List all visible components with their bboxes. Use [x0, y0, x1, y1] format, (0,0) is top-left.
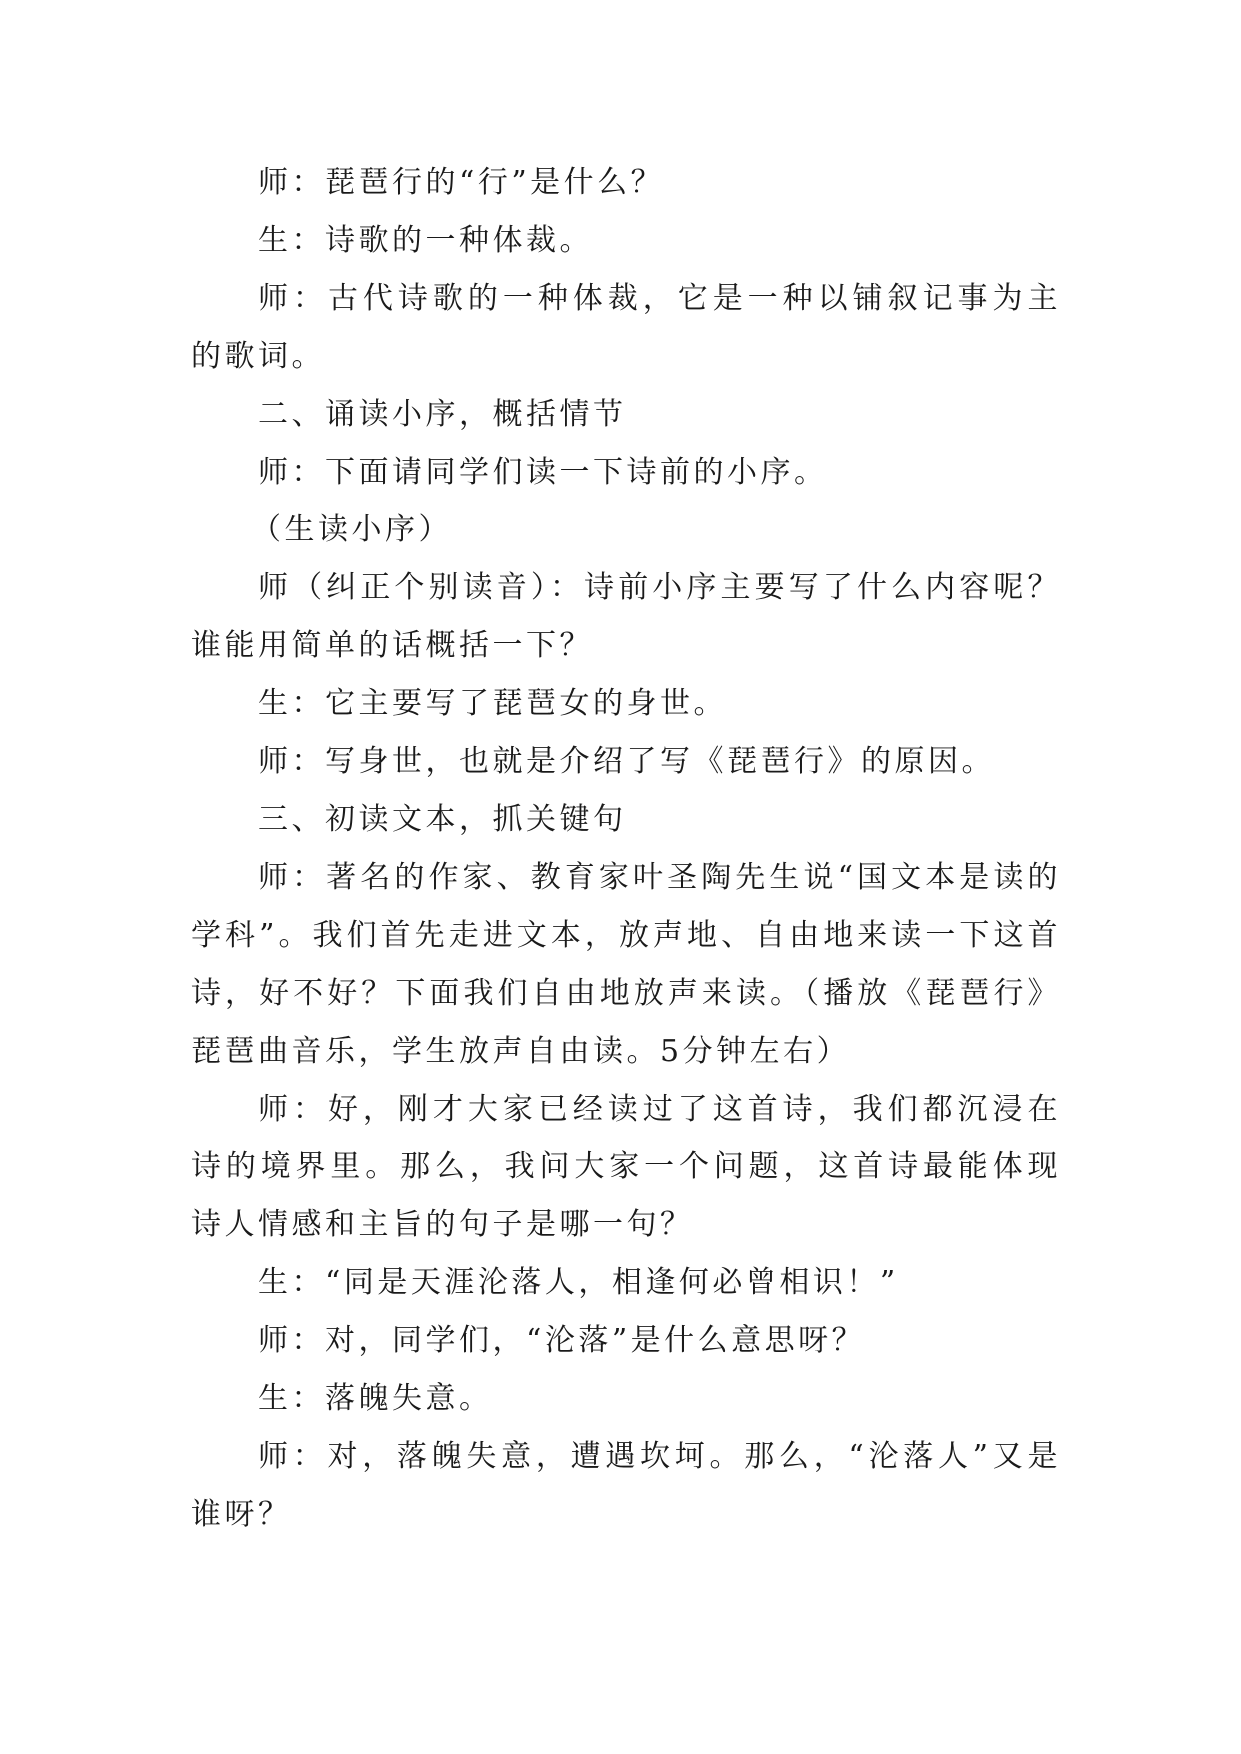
stage-direction: （生读小序）: [251, 512, 452, 548]
paragraph-9: 师：写身世，也就是介绍了写《琵琶行》的原因。: [258, 744, 995, 780]
paragraph-3: 师：古代诗歌的一种体裁，它是一种以铺叙记事为主的歌词。: [191, 280, 1061, 374]
section-heading-3: 三、初读文本，抓关键句: [258, 801, 627, 837]
paragraph-12: 师：好，刚才大家已经读过了这首诗，我们都沉浸在诗的境界里。那么，我问大家一个问题，这首诗最能体现诗人情感和主旨的句子是哪一句？: [191, 1091, 1061, 1243]
section-heading-2: 二、诵读小序，概括情节: [258, 396, 627, 432]
paragraph-1: 师：琵琶行的“行”是什么？: [258, 165, 665, 200]
paragraph-15: 生：落魄失意。: [258, 1381, 493, 1417]
paragraph-14: 师：对，同学们，“沦落”是什么意思呀？: [258, 1323, 866, 1359]
paragraph-8: 生：它主要写了琵琶女的身世。: [258, 686, 727, 722]
paragraph-13: 生：“同是天涯沦落人，相逢何必曾相识！”: [258, 1265, 899, 1301]
paragraph-16: 师：对，落魄失意，遭遇坎坷。那么，“沦落人”又是谁呀？: [191, 1438, 1061, 1532]
document-body: [191, 154, 1061, 1544]
paragraph-11: 师：著名的作家、教育家叶圣陶先生说“国文本是读的学科”。我们首先走进文本，放声地、自由地来读一下这首诗，好不好？下面我们自由地放声来读。（播放《琵琶行》琵琶曲音乐，学生放声自由读。5分钟左右）: [191, 859, 1061, 1069]
paragraph-7: 师（纠正个别读音）：诗前小序主要写了什么内容呢？谁能用简单的话概括一下？: [191, 570, 1061, 664]
paragraph-5: 师：下面请同学们读一下诗前的小序。: [258, 454, 828, 490]
paragraph-2: 生：诗歌的一种体裁。: [258, 222, 593, 258]
